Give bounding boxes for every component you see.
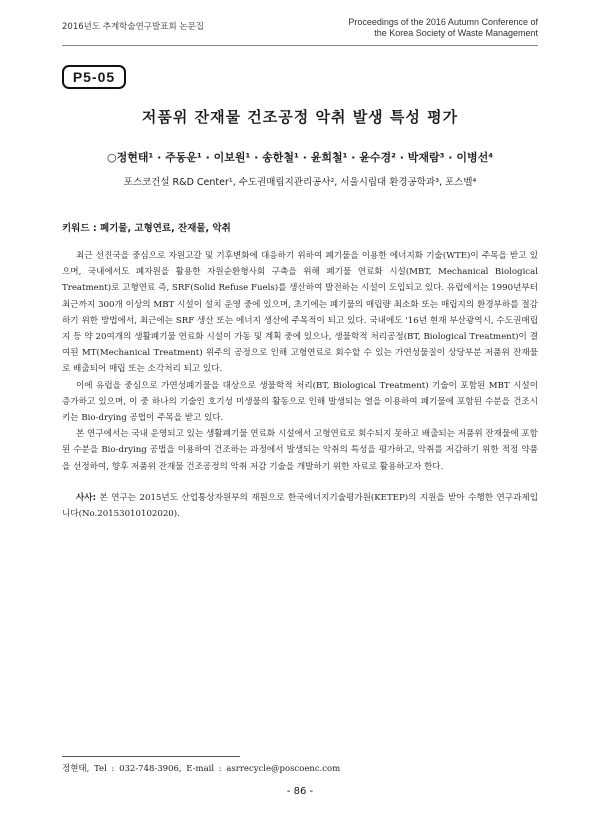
- paper-title: 저품위 잔재물 건조공정 악취 발생 특성 평가: [141, 108, 459, 126]
- body-paragraph: 최근 선진국을 중심으로 자원고갈 및 기후변화에 대응하기 위하여 폐기물을 이용한 에너지화 기술(WTE)이 주목을 받고 있으며, 국내에서도 폐자원을 활용한 자원순환형사회 구축을 위해 폐기물 연료화 시설(MBT, Mechanical Biological Treatment)로 고형연료 즉, SRF(Solid Refuse Fuels)를 생산하여 발전하는 시설이 도입되고 있다. 유럽에서는 1990년부터 최근까지 300개 이상의 MBT 시설이 설치 운영 중에 있으며, 초기에는 폐기물의 매립량 최소화 또는 매립지의 환경부하를 절감하기 위한 방법에서, 최근에는 SRF 생산 또는 에너지 생산에 주목적이 되고 있다. 국내에도 '16년 현재 부산광역시, 수도권매립지 등 약 20여개의 생활폐기물 연료화 시설이 가동 및 계획 중에 있으나, 생물학적 처리공정(BT, Biological Treatment)이 결여된 MT(Mechanical Treatment) 위주의 공정으로 인해 고형연료로 회수할 수 있는 가연성물질이 상당부분 저품위 잔재물로 배출되어 매립 또는 소각처리 되고 있다.: [62, 251, 538, 375]
- body-paragraph: 본 연구에서는 국내 운영되고 있는 생활폐기물 연료화 시설에서 고형연료로 회수되지 못하고 배출되는 저품위 잔재물에 포함된 수분을 Bio-drying 공법을 이용하여 건조하는 과정에서 발생되는 악취의 특성을 평가하고, 악취를 저감하기 위한 적정 약품을 선정하여, 향후 저품위 잔재물 건조공정의 악취 저감 기술을 개발하기 위한 자료로 활용하고자 한다.: [62, 429, 538, 472]
- header-english-line1: Proceedings of the 2016 Autumn Conference of: [348, 17, 538, 27]
- body-paragraph: 이에 유럽을 중심으로 가연성폐기물을 대상으로 생물학적 처리(BT, Biological Treatment) 기술이 포함된 MBT 시설이 증가하고 있으며, 이 중 하나의 기술인 호기성 미생물의 활동으로 인해 발생되는 열을 이용하여 폐기물에 포함된 수분을 건조시키는 Bio-drying 공법이 주목을 받고 있다.: [62, 380, 538, 424]
- acknowledgement-label: 사사:: [76, 492, 97, 503]
- header-english-line2: the Korea Society of Waste Management: [374, 28, 538, 38]
- author-list: ○정현태¹ · 주동운¹ · 이보원¹ · 송한철¹ · 윤희철¹ · 윤수경² · 박재람³ · 이병선⁴: [106, 151, 494, 164]
- page-number: - 86 -: [286, 786, 314, 797]
- header-conference-korean: 2016년도 추계학술연구발표회 논문집: [62, 22, 204, 32]
- abstract-body: [62, 248, 538, 522]
- footnote-divider: [62, 756, 240, 757]
- keywords: 키워드 : 폐기물, 고형연료, 잔재물, 악취: [62, 223, 231, 234]
- acknowledgement: [62, 490, 538, 522]
- affiliations: 포스코건설 R&D Center¹, 수도권매립지관리공사², 서울시립대 환경공학과³, 포스벨⁴: [123, 177, 477, 188]
- header-conference-english: [348, 17, 538, 39]
- header-divider: [62, 45, 538, 46]
- paper-code-badge: P5-05: [62, 65, 126, 89]
- acknowledgement-text: 본 연구는 2015년도 산업통상자원부의 재원으로 한국에너지기술평가원(KETEP)의 지원을 받아 수행한 연구과제입니다(No.20153010102020).: [62, 492, 538, 520]
- corresponding-author-footnote: 정현태, Tel : 032-748-3906, E-mail : asrrecycle@poscoenc.com: [62, 764, 341, 774]
